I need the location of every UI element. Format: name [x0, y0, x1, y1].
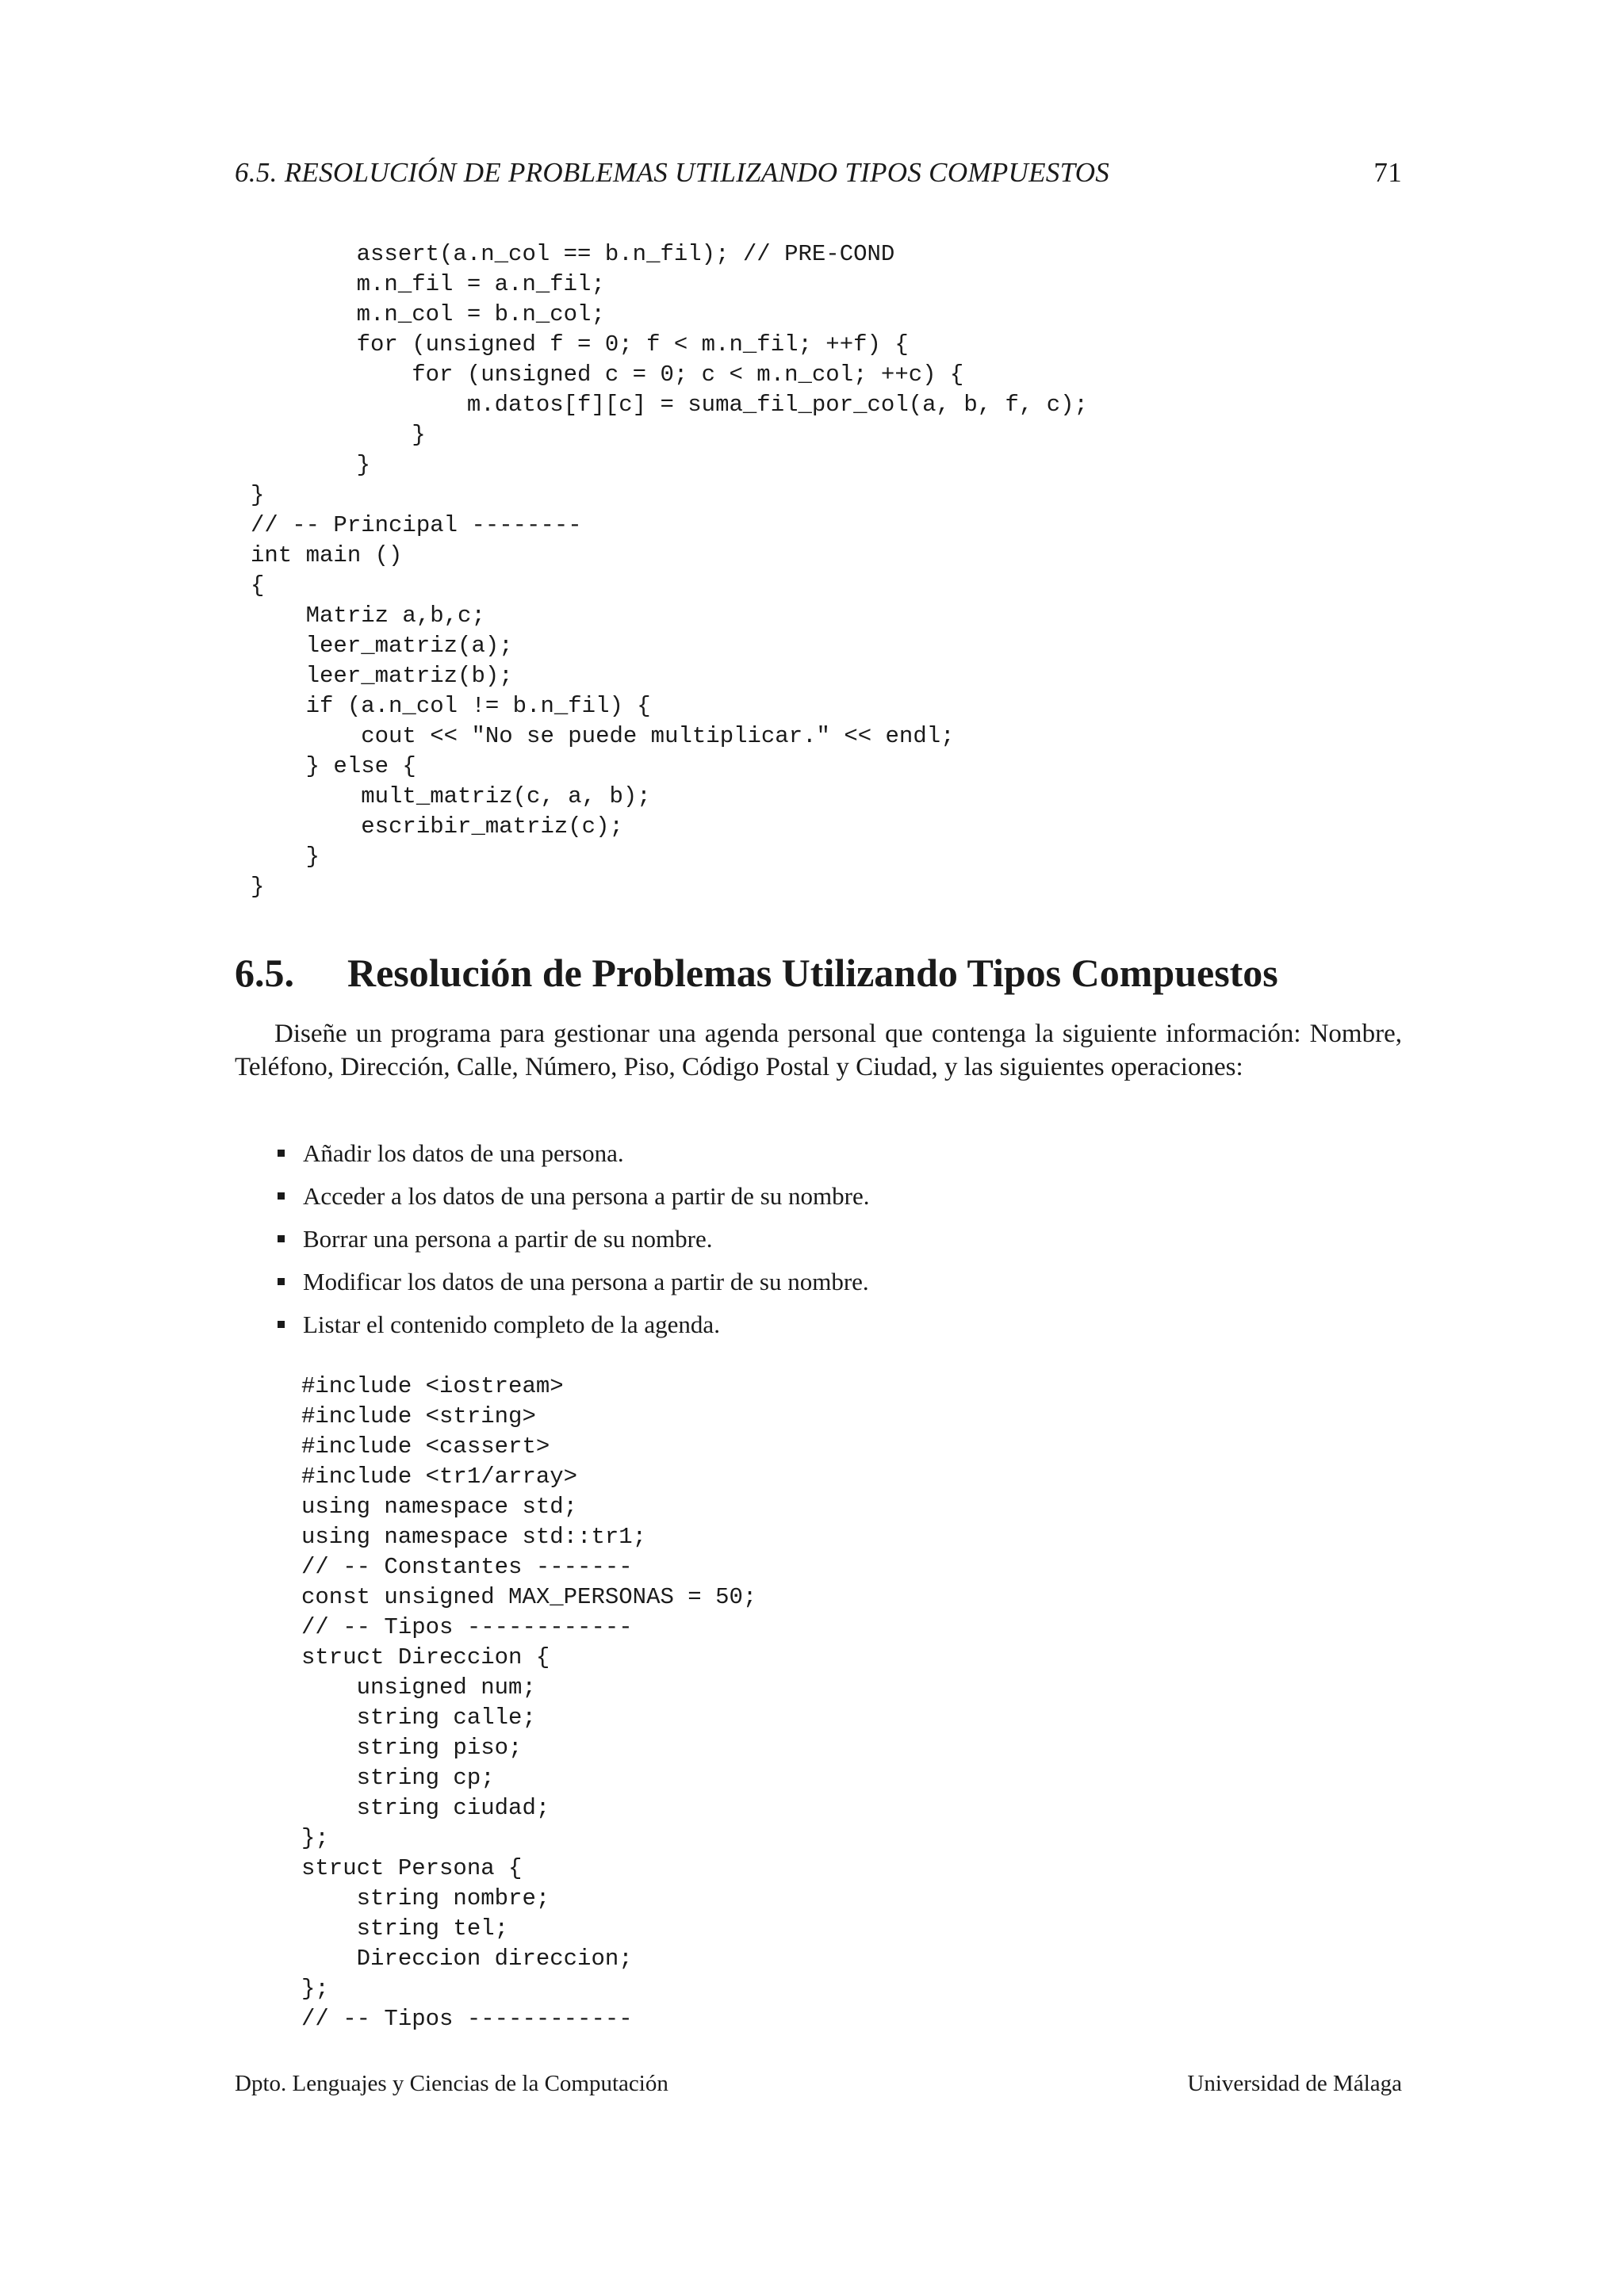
- code-line: string calle;: [301, 1705, 536, 1731]
- code-line: #include <cassert>: [301, 1433, 550, 1460]
- code-line: const unsigned MAX_PERSONAS = 50;: [301, 1584, 757, 1610]
- code-line: string ciudad;: [301, 1795, 550, 1821]
- list-item: [278, 1138, 1404, 1181]
- code-line: } else {: [251, 753, 416, 779]
- code-line: #include <iostream>: [301, 1373, 564, 1399]
- list-item-text: Listar el contenido completo de la agenda.: [303, 1311, 720, 1338]
- code-listing-bottom: [301, 1372, 756, 2034]
- section-number: 6.5.: [235, 951, 294, 995]
- code-line: assert(a.n_col == b.n_fil); // PRE-COND: [301, 241, 895, 267]
- code-line: struct Direccion {: [301, 1644, 550, 1670]
- code-line: cout << "No se puede multiplicar." << endl;: [251, 723, 955, 749]
- bullet-square-icon: [278, 1235, 285, 1242]
- code-line: // -- Principal --------: [251, 512, 582, 538]
- code-line: string cp;: [301, 1765, 495, 1791]
- list-item: [278, 1223, 1404, 1266]
- footer-university: Universidad de Málaga: [1187, 2071, 1402, 2096]
- code-line: // -- Tipos ------------: [301, 2006, 633, 2032]
- section-heading: [235, 950, 1408, 996]
- code-line: }: [301, 452, 371, 478]
- code-line: m.n_col = b.n_col;: [301, 301, 605, 327]
- code-line: m.datos[f][c] = suma_fil_por_col(a, b, f, c);: [301, 392, 1088, 418]
- running-header-title: 6.5. RESOLUCIÓN DE PROBLEMAS UTILIZANDO TIPOS COMPUESTOS: [235, 157, 1110, 188]
- code-line: // -- Tipos ------------: [301, 1614, 633, 1640]
- code-line: leer_matriz(b);: [251, 663, 513, 689]
- bullet-square-icon: [278, 1278, 285, 1285]
- list-item: [278, 1266, 1404, 1309]
- code-line: unsigned num;: [301, 1674, 536, 1701]
- code-line: Direccion direccion;: [301, 1946, 633, 1972]
- code-line: escribir_matriz(c);: [251, 813, 623, 840]
- list-item: [278, 1181, 1404, 1223]
- code-line: #include <tr1/array>: [301, 1464, 578, 1490]
- code-line: for (unsigned c = 0; c < m.n_col; ++c) {: [301, 362, 964, 388]
- running-header: [235, 157, 1402, 195]
- code-line: string piso;: [301, 1735, 523, 1761]
- code-line: }: [251, 874, 265, 900]
- code-line: m.n_fil = a.n_fil;: [301, 271, 605, 297]
- list-item-text: Modificar los datos de una persona a partir de su nombre.: [303, 1268, 869, 1295]
- code-listing-top: [251, 239, 1088, 902]
- code-line: Matriz a,b,c;: [251, 603, 485, 629]
- page-footer: [235, 2071, 1402, 2103]
- code-line: string nombre;: [301, 1885, 550, 1911]
- code-line: // -- Constantes -------: [301, 1554, 633, 1580]
- list-item: [278, 1309, 1404, 1352]
- code-line: leer_matriz(a);: [251, 633, 513, 659]
- code-line: mult_matriz(c, a, b);: [251, 783, 651, 809]
- code-line: using namespace std;: [301, 1494, 578, 1520]
- code-line: string tel;: [301, 1915, 509, 1942]
- list-item-text: Borrar una persona a partir de su nombre.: [303, 1225, 713, 1253]
- bullet-square-icon: [278, 1192, 285, 1200]
- bullet-square-icon: [278, 1150, 285, 1157]
- code-line: for (unsigned f = 0; f < m.n_fil; ++f) {: [301, 331, 909, 358]
- section-title: Resolución de Problemas Utilizando Tipos Compuestos: [347, 951, 1278, 995]
- code-line: }: [251, 482, 265, 508]
- list-item-text: Añadir los datos de una persona.: [303, 1139, 624, 1167]
- footer-department: Dpto. Lenguajes y Ciencias de la Computación: [235, 2071, 668, 2096]
- operations-list: [278, 1138, 1404, 1352]
- code-line: if (a.n_col != b.n_fil) {: [251, 693, 651, 719]
- list-item-text: Acceder a los datos de una persona a partir de su nombre.: [303, 1182, 870, 1210]
- intro-paragraph: Diseñe un programa para gestionar una agenda personal que contenga la siguiente información: Nombre, Teléfono, Dirección, Calle, Número, Piso, Código Postal y Ciudad, y las siguientes operaciones:: [235, 1020, 1402, 1081]
- code-line: };: [301, 1976, 329, 2002]
- code-line: #include <string>: [301, 1403, 536, 1429]
- code-line: }: [301, 422, 426, 448]
- code-line: int main (): [251, 542, 403, 568]
- code-line: }: [251, 844, 320, 870]
- code-line: using namespace std::tr1;: [301, 1524, 647, 1550]
- code-line: };: [301, 1825, 329, 1851]
- page-number: 71: [1373, 157, 1402, 188]
- code-line: struct Persona {: [301, 1855, 523, 1881]
- code-line: {: [251, 572, 265, 599]
- bullet-square-icon: [278, 1321, 285, 1328]
